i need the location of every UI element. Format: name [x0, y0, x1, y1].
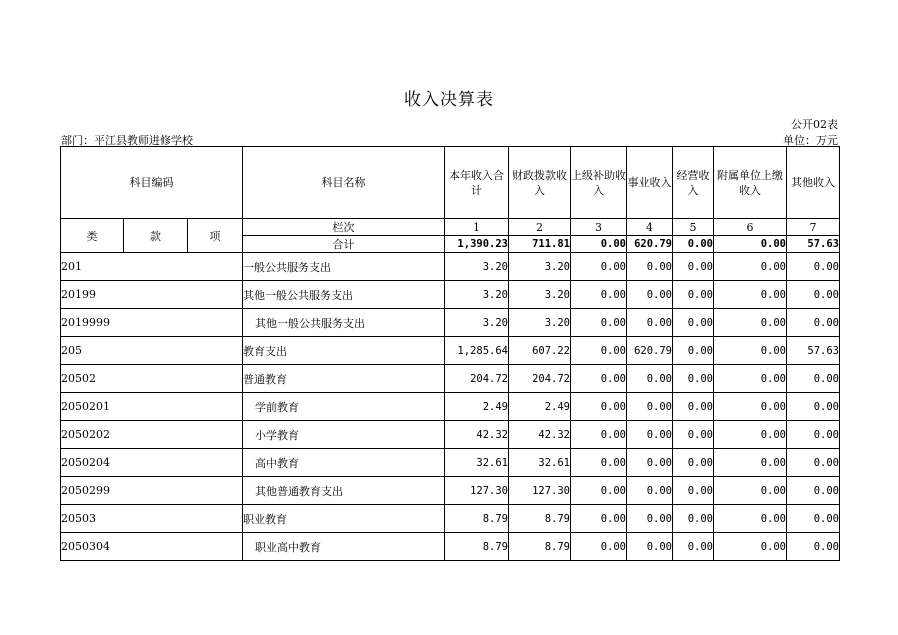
row-value: 0.00 — [714, 449, 787, 477]
row-value: 0.00 — [787, 253, 840, 281]
header-col-4: 事业收入 — [627, 147, 673, 219]
header-col-1: 本年收入合计 — [445, 147, 509, 219]
header-col-6: 附属单位上缴收入 — [714, 147, 787, 219]
row-value: 0.00 — [673, 309, 714, 337]
row-name: 其他一般公共服务支出 — [243, 309, 445, 337]
row-value: 0.00 — [627, 533, 673, 561]
table-row — [61, 393, 840, 421]
col-number-7: 7 — [787, 219, 840, 236]
row-value: 0.00 — [787, 393, 840, 421]
header-col-3: 上级补助收入 — [571, 147, 627, 219]
row-value: 0.00 — [627, 505, 673, 533]
row-value: 0.00 — [571, 533, 627, 561]
row-value: 0.00 — [714, 281, 787, 309]
header-lei: 类 — [61, 219, 124, 253]
total-cell: 0.00 — [673, 236, 714, 253]
row-value: 3.20 — [509, 309, 571, 337]
row-code: 2050201 — [61, 393, 243, 421]
row-value: 2.49 — [445, 393, 509, 421]
unit-label: 单位：万元 — [783, 134, 838, 147]
row-value: 0.00 — [673, 253, 714, 281]
header-col-7: 其他收入 — [787, 147, 840, 219]
row-name: 学前教育 — [243, 393, 445, 421]
row-value: 8.79 — [509, 533, 571, 561]
header-col-5: 经营收入 — [673, 147, 714, 219]
page-title: 收入决算表 — [404, 90, 494, 110]
row-value: 0.00 — [627, 449, 673, 477]
row-value: 0.00 — [627, 309, 673, 337]
row-value: 8.79 — [445, 533, 509, 561]
row-value: 0.00 — [714, 365, 787, 393]
total-cell: 0.00 — [571, 236, 627, 253]
row-value: 0.00 — [571, 393, 627, 421]
row-value: 3.20 — [445, 281, 509, 309]
table-row — [61, 365, 840, 393]
row-value: 3.20 — [509, 253, 571, 281]
row-value: 0.00 — [673, 421, 714, 449]
table-row — [61, 533, 840, 561]
row-value: 0.00 — [673, 533, 714, 561]
row-value: 204.72 — [509, 365, 571, 393]
row-code: 2050204 — [61, 449, 243, 477]
row-value: 2.49 — [509, 393, 571, 421]
row-value: 0.00 — [571, 309, 627, 337]
row-name: 职业教育 — [243, 505, 445, 533]
row-value: 0.00 — [571, 449, 627, 477]
total-cell: 711.81 — [509, 236, 571, 253]
row-name: 一般公共服务支出 — [243, 253, 445, 281]
header-name: 科目名称 — [243, 147, 445, 219]
row-value: 0.00 — [787, 505, 840, 533]
row-value: 8.79 — [509, 505, 571, 533]
row-value: 8.79 — [445, 505, 509, 533]
col-number-3: 3 — [571, 219, 627, 236]
row-value: 0.00 — [714, 477, 787, 505]
row-code: 201 — [61, 253, 243, 281]
row-value: 0.00 — [787, 365, 840, 393]
table-row — [61, 337, 840, 365]
row-value: 32.61 — [445, 449, 509, 477]
total-cell: 1,390.23 — [445, 236, 509, 253]
row-code: 20199 — [61, 281, 243, 309]
form-number: 公开02表 — [791, 118, 838, 131]
row-value: 607.22 — [509, 337, 571, 365]
col-number-4: 4 — [627, 219, 673, 236]
row-name: 高中教育 — [243, 449, 445, 477]
row-value: 0.00 — [571, 337, 627, 365]
row-name: 普通教育 — [243, 365, 445, 393]
row-value: 0.00 — [714, 253, 787, 281]
col-number-1: 1 — [445, 219, 509, 236]
row-value: 1,285.64 — [445, 337, 509, 365]
row-value: 42.32 — [509, 421, 571, 449]
row-name: 小学教育 — [243, 421, 445, 449]
col-number-6: 6 — [714, 219, 787, 236]
table-row — [61, 505, 840, 533]
row-value: 0.00 — [714, 309, 787, 337]
row-value: 0.00 — [571, 281, 627, 309]
row-code: 20502 — [61, 365, 243, 393]
row-name: 教育支出 — [243, 337, 445, 365]
row-value: 127.30 — [445, 477, 509, 505]
row-code: 2050202 — [61, 421, 243, 449]
row-value: 204.72 — [445, 365, 509, 393]
header-xiang: 项 — [188, 219, 243, 253]
row-value: 3.20 — [445, 253, 509, 281]
row-value: 0.00 — [627, 365, 673, 393]
total-cell: 0.00 — [714, 236, 787, 253]
row-value: 0.00 — [714, 421, 787, 449]
row-value: 0.00 — [571, 421, 627, 449]
row-code: 205 — [61, 337, 243, 365]
row-value: 0.00 — [673, 365, 714, 393]
table-row — [61, 421, 840, 449]
row-code: 2019999 — [61, 309, 243, 337]
header-col-2: 财政拨款收入 — [509, 147, 571, 219]
table-row — [61, 281, 840, 309]
income-table — [60, 146, 840, 561]
row-code: 2050299 — [61, 477, 243, 505]
row-value: 620.79 — [627, 337, 673, 365]
table-row — [61, 253, 840, 281]
total-cell: 57.63 — [787, 236, 840, 253]
row-value: 0.00 — [673, 281, 714, 309]
row-value: 0.00 — [714, 505, 787, 533]
row-name: 其他普通教育支出 — [243, 477, 445, 505]
row-value: 0.00 — [787, 477, 840, 505]
row-value: 0.00 — [627, 253, 673, 281]
row-value: 0.00 — [787, 533, 840, 561]
col-number-2: 2 — [509, 219, 571, 236]
row-value: 0.00 — [714, 337, 787, 365]
row-name: 其他一般公共服务支出 — [243, 281, 445, 309]
header-kuan: 款 — [124, 219, 188, 253]
table-row — [61, 309, 840, 337]
row-value: 0.00 — [571, 253, 627, 281]
row-value: 0.00 — [571, 477, 627, 505]
row-value: 57.63 — [787, 337, 840, 365]
row-value: 32.61 — [509, 449, 571, 477]
row-value: 127.30 — [509, 477, 571, 505]
row-value: 0.00 — [627, 281, 673, 309]
col-number-5: 5 — [673, 219, 714, 236]
row-value: 0.00 — [627, 477, 673, 505]
row-value: 0.00 — [571, 505, 627, 533]
table-row — [61, 477, 840, 505]
row-value: 0.00 — [787, 449, 840, 477]
row-value: 0.00 — [571, 365, 627, 393]
row-value: 0.00 — [673, 505, 714, 533]
row-value: 3.20 — [509, 281, 571, 309]
row-value: 0.00 — [673, 449, 714, 477]
row-value: 0.00 — [787, 309, 840, 337]
department-label: 部门：平江县教师进修学校 — [61, 134, 193, 147]
header-code: 科目编码 — [61, 147, 243, 219]
row-code: 2050304 — [61, 533, 243, 561]
total-cell: 620.79 — [627, 236, 673, 253]
total-label: 合计 — [243, 236, 445, 253]
row-code: 20503 — [61, 505, 243, 533]
row-value: 0.00 — [627, 393, 673, 421]
row-value: 42.32 — [445, 421, 509, 449]
row-value: 0.00 — [673, 337, 714, 365]
table-row — [61, 449, 840, 477]
row-value: 0.00 — [787, 281, 840, 309]
row-value: 0.00 — [673, 393, 714, 421]
header-lanci: 栏次 — [243, 219, 445, 236]
row-name: 职业高中教育 — [243, 533, 445, 561]
row-value: 0.00 — [627, 421, 673, 449]
row-value: 0.00 — [714, 533, 787, 561]
row-value: 0.00 — [673, 477, 714, 505]
row-value: 3.20 — [445, 309, 509, 337]
row-value: 0.00 — [787, 421, 840, 449]
row-value: 0.00 — [714, 393, 787, 421]
